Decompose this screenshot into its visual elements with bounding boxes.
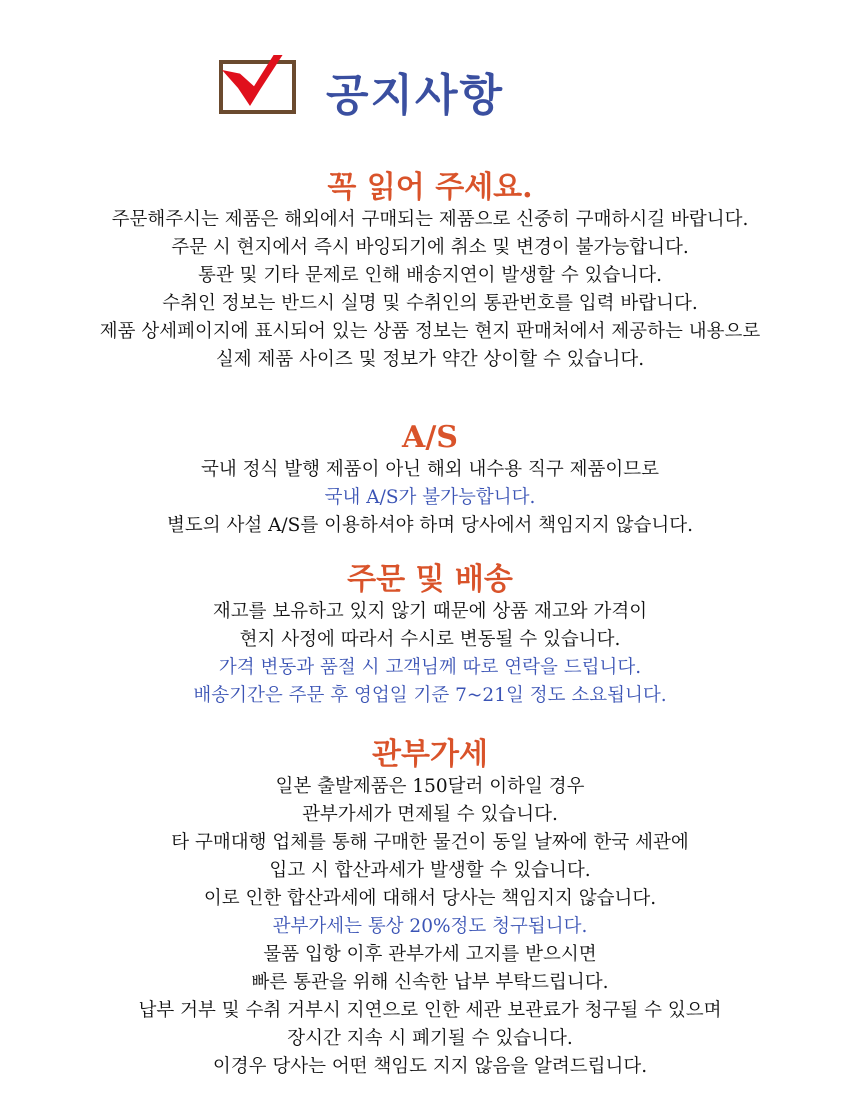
checkbox-check-icon <box>219 55 297 115</box>
notice-line: 주문해주시는 제품은 해외에서 구매되는 제품으로 신중히 구매하시길 바랍니다. <box>111 209 749 230</box>
section-title: A/S <box>402 420 458 455</box>
notice-line: 이경우 당사는 어떤 책임도 지지 않음을 알려드립니다. <box>212 1056 648 1077</box>
notice-line-highlight: 가격 변동과 품절 시 고객님께 따로 연락을 드립니다. <box>218 657 642 678</box>
notice-line: 빠른 통관을 위해 신속한 납부 부탁드립니다. <box>251 972 609 993</box>
notice-line: 재고를 보유하고 있지 않기 때문에 상품 재고와 가격이 <box>212 601 648 622</box>
notice-line: 물품 입항 이후 관부가세 고지를 받으시면 <box>263 944 597 965</box>
notice-line: 별도의 사설 A/S를 이용하셔야 하며 당사에서 책임지지 않습니다. <box>166 515 694 536</box>
section-title: 주문 및 배송 <box>347 562 513 597</box>
notice-line: 관부가세가 면제될 수 있습니다. <box>302 804 558 825</box>
notice-line-highlight: 관부가세는 통상 20%정도 청구됩니다. <box>272 916 588 937</box>
notice-line-highlight: 국내 A/S가 불가능합니다. <box>324 487 536 508</box>
section-as <box>0 420 860 540</box>
section-must-read <box>0 170 860 374</box>
notice-line: 제품 상세페이지에 표시되어 있는 상품 정보는 현지 판매처에서 제공하는 내용으로 <box>99 321 761 342</box>
section-order-shipping <box>0 562 860 710</box>
notice-line: 통관 및 기타 문제로 인해 배송지연이 발생할 수 있습니다. <box>198 265 662 286</box>
section-customs-tax <box>0 737 860 1081</box>
notice-line: 납부 거부 및 수취 거부시 지연으로 인한 세관 보관료가 청구될 수 있으며 <box>138 1000 722 1021</box>
notice-line: 이로 인한 합산과세에 대해서 당사는 책임지지 않습니다. <box>203 888 657 909</box>
notice-line: 국내 정식 발행 제품이 아닌 해외 내수용 직구 제품이므로 <box>200 459 660 480</box>
notice-line-highlight: 배송기간은 주문 후 영업일 기준 7~21일 정도 소요됩니다. <box>193 685 667 706</box>
notice-line: 실제 제품 사이즈 및 정보가 약간 상이할 수 있습니다. <box>215 349 645 370</box>
section-title: 관부가세 <box>372 737 488 772</box>
notice-line: 입고 시 합산과세가 발생할 수 있습니다. <box>269 860 591 881</box>
page-title: 공지사항 <box>326 70 505 121</box>
notice-header <box>0 0 860 150</box>
notice-line: 수취인 정보는 반드시 실명 및 수취인의 통관번호를 입력 바랍니다. <box>162 293 698 314</box>
notice-line: 일본 출발제품은 150달러 이하일 경우 <box>275 776 585 797</box>
notice-line: 현지 사정에 따라서 수시로 변동될 수 있습니다. <box>239 629 621 650</box>
notice-line: 타 구매대행 업체를 통해 구매한 물건이 동일 날짜에 한국 세관에 <box>171 832 689 853</box>
notice-line: 주문 시 현지에서 즉시 바잉되기에 취소 및 변경이 불가능합니다. <box>171 237 689 258</box>
section-title: 꼭 읽어 주세요. <box>327 170 533 205</box>
notice-line: 장시간 지속 시 폐기될 수 있습니다. <box>287 1028 573 1049</box>
